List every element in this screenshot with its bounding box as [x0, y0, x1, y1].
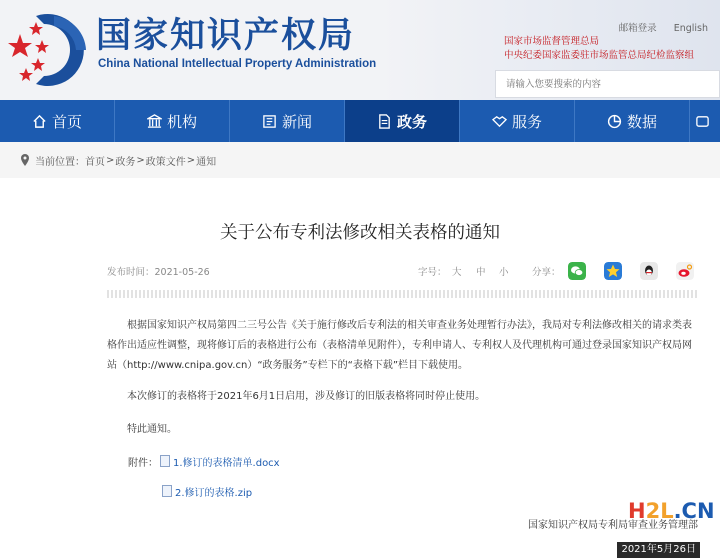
newspaper-icon — [262, 114, 277, 129]
article-title: 关于公布专利法修改相关表格的通知 — [220, 223, 500, 243]
search-box — [495, 70, 720, 98]
breadcrumb-separator: > — [136, 154, 145, 166]
font-size-small[interactable]: 小 — [499, 267, 509, 278]
share-label: 分享： — [532, 267, 561, 278]
samr-link[interactable]: 国家市场监督管理总局 — [504, 36, 600, 47]
breadcrumb-prefix: 当前位置： — [35, 156, 85, 168]
article-paragraph: 本次修订的表格将于2021年6月1日启用，涉及修订的旧版表格将同时停止使用。 — [127, 391, 486, 402]
nav-home[interactable] — [0, 100, 115, 142]
nav-data-label: 数据 — [626, 112, 657, 131]
signature: 国家知识产权局专利局审查业务管理部 — [528, 520, 698, 531]
location-pin-icon — [20, 154, 30, 166]
article-paragraph: 根据国家知识产权局第四二三号公告《关于施行修改后专利法的相关审查业务处理暂行办法》，我局对专利法修改相关的请求类表格作出适应性调整，现将修订后的表格进行公布（表格清单见附件），专利申请人、专利权人及代理机构可通过登录国家知识产权局网站（http://www.cnipa.gov.cn）“政务服务”专栏下的“表格下载”栏目下载使用。 — [107, 320, 692, 371]
site-title-english: China National Intellectual Property Administration — [98, 58, 377, 70]
breadcrumb-separator: > — [186, 154, 196, 166]
breadcrumb-separator: > — [106, 154, 115, 166]
site-watermark: H2L.CN — [628, 499, 715, 523]
breadcrumb-home[interactable]: 首页 — [85, 156, 105, 168]
more-icon — [695, 114, 710, 129]
handshake-icon — [492, 114, 507, 129]
attachment-name: 1.修订的表格清单.docx — [173, 458, 280, 469]
attachment-name: 2.修订的表格.zip — [175, 488, 253, 499]
cnipa-logo-icon[interactable] — [6, 10, 88, 90]
article-panel — [0, 178, 720, 560]
nav-news[interactable] — [230, 100, 345, 142]
font-size-large[interactable]: 大 — [452, 267, 462, 278]
nav-organization[interactable] — [115, 100, 230, 142]
nav-home-label: 首页 — [51, 112, 82, 131]
english-link[interactable]: English — [673, 23, 708, 34]
weibo-icon[interactable] — [676, 262, 694, 280]
site-header — [0, 0, 720, 100]
docx-file-icon — [160, 455, 170, 467]
discipline-inspection-link[interactable]: 中央纪委国家监委驻市场监管总局纪检监察组 — [504, 50, 695, 61]
breadcrumb-notice[interactable]: 通知 — [196, 156, 217, 168]
affiliate-links — [504, 35, 714, 63]
font-size-medium[interactable]: 中 — [476, 267, 486, 278]
qq-icon[interactable] — [640, 262, 658, 280]
attachment-link-docx[interactable] — [160, 454, 280, 469]
building-icon — [147, 114, 162, 129]
search-input[interactable] — [496, 71, 706, 97]
breadcrumb — [0, 142, 720, 178]
home-icon — [32, 114, 47, 129]
divider — [107, 290, 697, 298]
zip-file-icon — [162, 485, 172, 497]
site-title[interactable]: 国家知识产权局 — [96, 16, 356, 56]
top-links — [605, 20, 708, 34]
attachment-link-zip[interactable] — [162, 484, 252, 499]
breadcrumb-government-affairs[interactable]: 政务 — [115, 156, 136, 168]
article-paragraph: 特此通知。 — [127, 424, 177, 435]
attachments-label: 附件： — [128, 458, 158, 469]
breadcrumb-policy-documents[interactable]: 政策文件 — [145, 156, 186, 168]
font-size-label: 字号： — [418, 267, 447, 278]
wechat-icon[interactable] — [568, 262, 586, 280]
publish-date: 发布时间：2021-05-26 — [107, 267, 210, 278]
main-nav — [0, 100, 720, 142]
nav-data[interactable] — [575, 100, 690, 142]
nav-services-label: 服务 — [511, 112, 542, 131]
nav-news-label: 新闻 — [281, 112, 312, 131]
pie-chart-icon — [607, 114, 622, 129]
nav-more[interactable] — [690, 100, 720, 142]
sign-date: 2021年5月26日 — [617, 542, 700, 558]
nav-services[interactable] — [460, 100, 575, 142]
document-icon — [377, 114, 392, 129]
nav-government-affairs[interactable] — [345, 100, 460, 142]
qzone-icon[interactable] — [604, 262, 622, 280]
nav-organization-label: 机构 — [166, 112, 197, 131]
mail-login-link[interactable]: 邮箱登录 — [618, 23, 657, 34]
nav-government-affairs-label: 政务 — [396, 112, 427, 131]
